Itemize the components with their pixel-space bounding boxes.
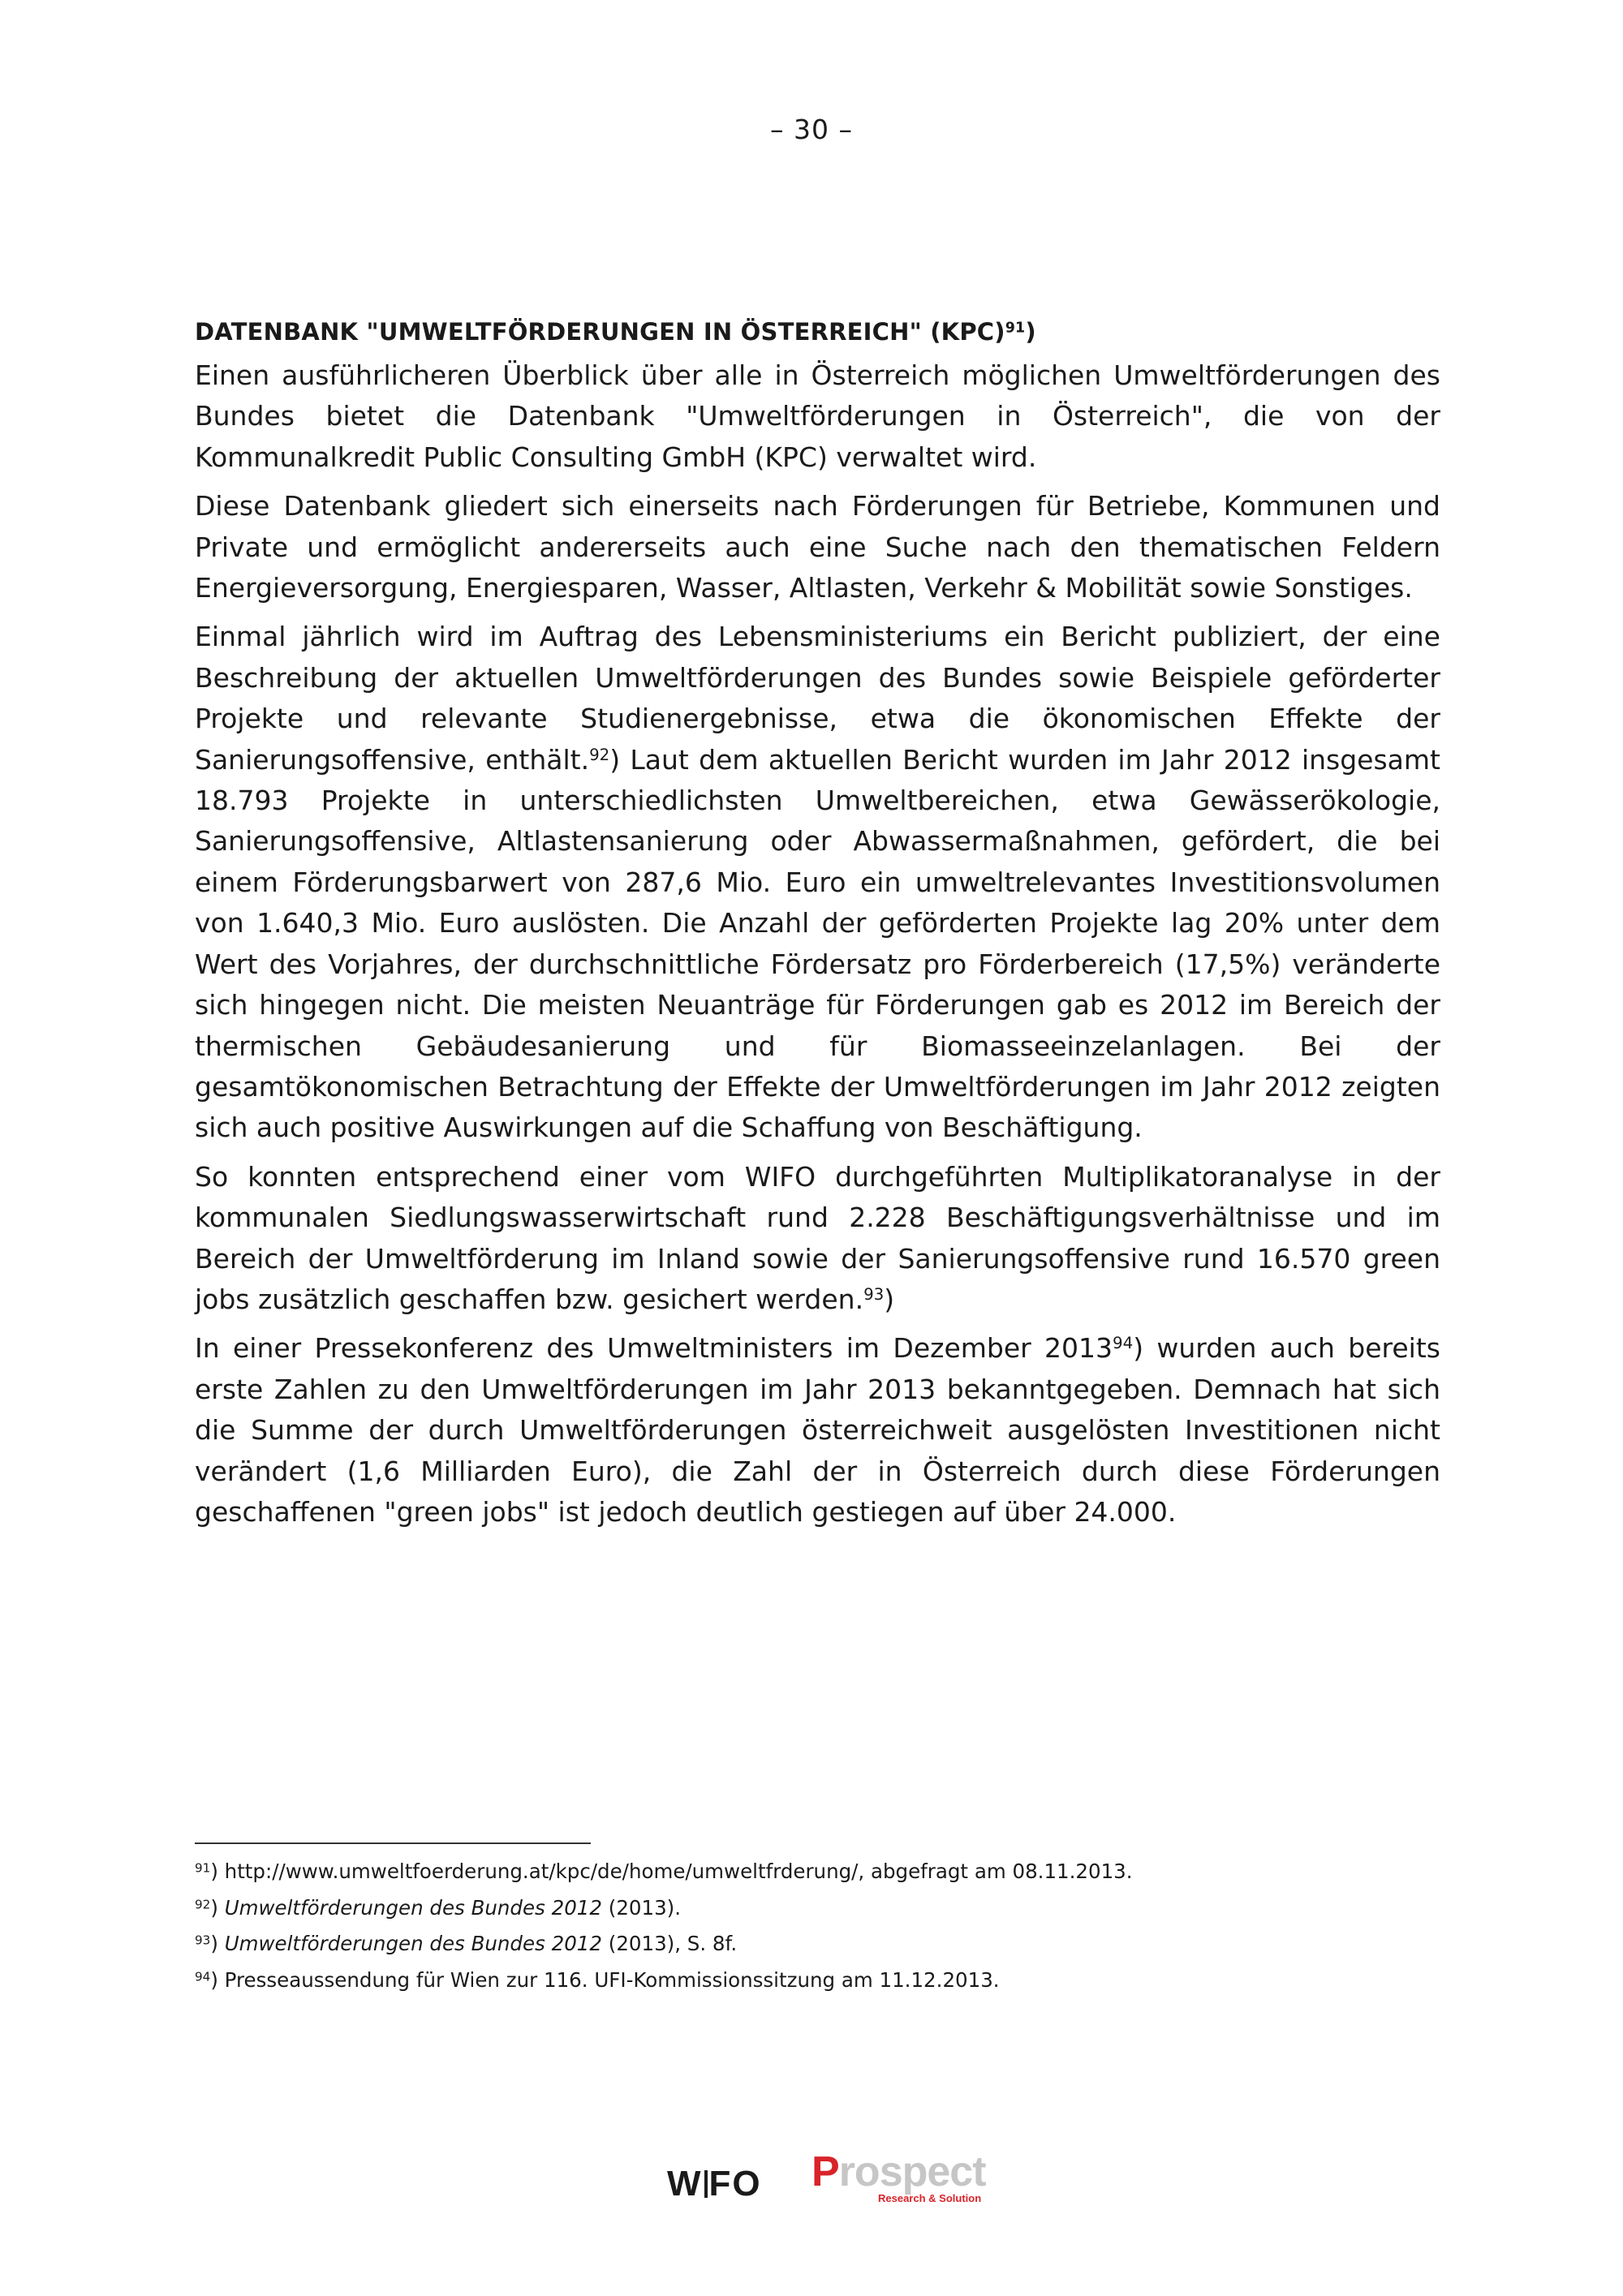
section-heading-text: DATENBANK "UMWELTFÖRDERUNGEN IN ÖSTERREICH" (KPC) xyxy=(195,318,1005,346)
footnotes xyxy=(195,1860,1440,2004)
footnote-title: Umweltförderungen des Bundes 2012 xyxy=(224,1895,602,1920)
footnote-number: 93 xyxy=(195,1933,211,1948)
footnote-number: 94 xyxy=(195,1968,211,1984)
prospect-logo xyxy=(812,2148,986,2208)
footnote-text: ) http://www.umweltfoerderung.at/kpc/de/home/umweltfrderung/, abgefragt am 08.11.2013. xyxy=(210,1860,1133,1883)
paragraph-4 xyxy=(195,1157,1440,1321)
footnote-text: (2013), S. 8f. xyxy=(601,1932,738,1955)
footnote-close: ) xyxy=(210,1895,225,1920)
paragraph-5-part-a: In einer Pressekonferenz des Umweltministers im Dezember 2013 xyxy=(195,1332,1113,1365)
paragraph-5-part-b: ) wurden auch bereits erste Zahlen zu den Umweltförderungen im Jahr 2013 bekanntgegeben. Demnach hat sich die Summe der durch Umweltförderungen österreichweit ausgelösten Investitionen nicht verändert (1,6 Milliarden Euro), die Zahl der in Österreich durch diese Förderungen geschaffenen "green jobs" ist jedoch deutlich gestiegen auf über 24.000. xyxy=(195,1332,1440,1528)
wifo-logo xyxy=(667,2164,762,2204)
footnote-close: ) xyxy=(210,1932,225,1955)
footnote-number: 92 xyxy=(195,1896,211,1911)
footnote-ref-91: 91 xyxy=(1005,320,1026,337)
footnote-ref-94: 94 xyxy=(1113,1334,1134,1353)
footnote-91 xyxy=(195,1860,1440,1884)
footnote-number: 91 xyxy=(195,1860,211,1876)
prospect-logo-tagline: Research & Solution xyxy=(878,2192,982,2204)
footnote-text: ) Presseaussendung für Wien zur 116. UFI-Kommissionssitzung am 11.12.2013. xyxy=(210,1967,1000,1992)
paragraph-3-part-b: ) Laut dem aktuellen Bericht wurden im Jahr 2012 insgesamt 18.793 Projekte in unterschiedlichsten Umweltbereichen, etwa Gewässerökologie, Sanierungsoffensive, Altlastensanierung oder Abwassermaßnahmen, gefördert, die bei einem Förderungsbarwert von 287,6 Mio. Euro ein umweltrelevantes Investitionsvolumen von 1.640,3 Mio. Euro auslösten. Die Anzahl der geförderten Projekte lag 20% unter dem Wert des Vorjahres, der durchschnittliche Fördersatz pro Förderbereich (17,5%) veränderte sich hingegen nicht. Die meisten Neuanträge für Förderungen gab es 2012 im Bereich der thermischen Gebäudesanierung und für Biomasseeinzelanlagen. Bei der gesamtökonomischen Betrachtung der Effekte der Umweltförderungen im Jahr 2012 zeigten sich auch positive Auswirkungen auf die Schaffung von Beschäftigung. xyxy=(195,743,1440,1144)
footnote-divider xyxy=(195,1842,591,1844)
paragraph-2: Diese Datenbank gliedert sich einerseits nach Förderungen für Betriebe, Kommunen und Private und ermöglicht andererseits auch eine Suche nach den thematischen Feldern Energieversorgung, Energiesparen, Wasser, Altlasten, Verkehr & Mobilität sowie Sonstiges. xyxy=(195,490,1440,604)
footnote-92 xyxy=(195,1896,1440,1920)
footnote-ref-92: 92 xyxy=(589,745,610,764)
footnote-title: Umweltförderungen des Bundes 2012 xyxy=(224,1932,602,1955)
wifo-logo-left: W xyxy=(667,2164,703,2204)
prospect-logo-first: P xyxy=(812,2148,839,2195)
paragraph-1: Einen ausführlicheren Überblick über alle in Österreich möglichen Umweltförderungen des Bundes bietet die Datenbank "Umweltförderungen in Österreich", die von der Kommunalkredit Public Consulting GmbH (KPC) verwaltet wird. xyxy=(195,359,1440,473)
footnote-text: (2013). xyxy=(601,1895,682,1920)
prospect-logo-rest: rospect xyxy=(838,2148,986,2195)
wifo-logo-bar xyxy=(704,2170,708,2198)
paragraph-3 xyxy=(195,617,1440,1148)
main-content xyxy=(195,318,1440,1541)
section-heading: DATENBANK "UMWELTFÖRDERUNGEN IN ÖSTERREICH" (KPC)$^{91}$) xyxy=(195,318,1036,346)
paragraph-4-part-a: So konnten entsprechend einer vom WIFO durchgeführten Multiplikatoranalyse in der kommunalen Siedlungswasserwirtschaft rund 2.228 Beschäftigungsverhältnisse und im Bereich der Umweltförderung im Inland sowie der Sanierungsoffensive rund 16.570 green jobs zusätzlich geschaffen bzw. gesichert werden. xyxy=(195,1160,1440,1315)
paragraph-5 xyxy=(195,1328,1440,1533)
footnote-93 xyxy=(195,1932,1440,1956)
prospect-logo-wordmark xyxy=(812,2148,986,2196)
footnote-94 xyxy=(195,1968,1440,1993)
paragraph-4-part-b: ) xyxy=(884,1283,895,1315)
page-number: – 30 – xyxy=(770,114,853,145)
paragraph-3-part-a: Einmal jährlich wird im Auftrag des Lebensministeriums ein Bericht publiziert, der eine Beschreibung der aktuellen Umweltförderungen des Bundes sowie Beispiele geförderter Projekte und relevante Studienergebnisse, etwa die ökonomischen Effekte der Sanierungsoffensive, enthält. xyxy=(195,621,1440,776)
footer-logos xyxy=(0,2146,1623,2211)
wifo-logo-right: FO xyxy=(708,2164,762,2204)
footnote-ref-93: 93 xyxy=(863,1285,885,1305)
